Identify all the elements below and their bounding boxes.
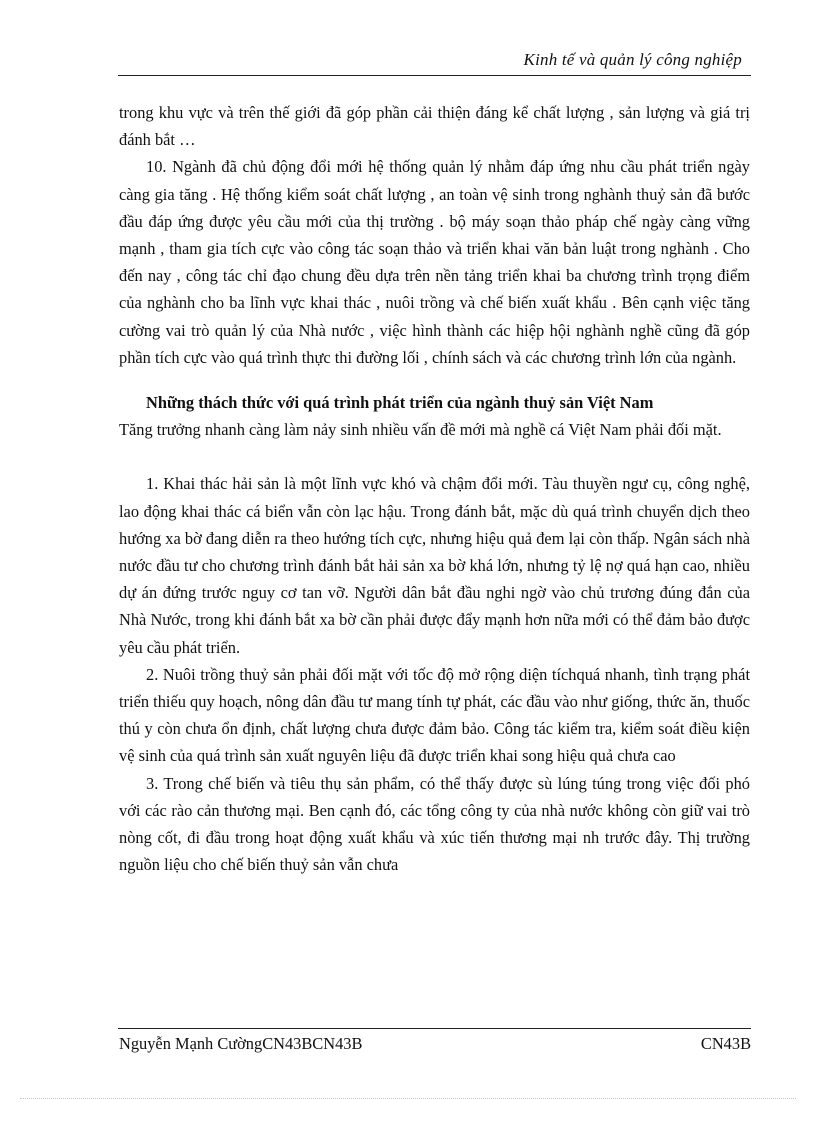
paragraph-3: 3. Trong chế biến và tiêu thụ sản phẩm, có thể thấy được sù lúng túng trong việc đối phó với các rào cản thương mại. Ben cạnh đó, các tổng công ty của nhà nước không còn giữ vai trò nòng cốt, đi đầu trong hoạt động xuất khẩu và xúc tiến thương mại nh trước đây. Thị trường nguồn liệu cho chế biến thuỷ sản vẫn chưa bbox=[119, 773, 750, 875]
paragraph-10: 10. Ngành đã chủ động đổi mới hệ thống quản lý nhằm đáp ứng nhu cầu phát triển ngày càng gia tăng . Hệ thống kiểm soát chất lượng , an toàn vệ sinh trong nghành thuỷ sản đã bước đầu đáp ứng được yêu cầu mới của thị trường . bộ máy soạn thảo pháp chế ngày càng vững mạnh , tham gia tích cực vào công tác soạn thảo và triển khai văn bản luật trong nghành . Cho đến nay , công tác chỉ đạo chung đều dựa trên nền tảng triển khai ba chương trình trọng điểm của nghành cho ba lĩnh vực khai thác , nuôi trồng và chế biến xuất khẩu . Bên cạnh việc tăng cường vai trò quản lý của Nhà nước , việc hình thành các hiệp hội nghành nghề cũng đã góp phần tích cực vào quá trình thực thi đường lối , chính sách và các chương trình lớn của ngành. bbox=[119, 157, 750, 367]
footer-author: Nguyễn Mạnh CườngCN43BCN43B bbox=[119, 1034, 363, 1053]
page-edge-dotted-line bbox=[20, 1098, 796, 1099]
paragraph-2: 2. Nuôi trồng thuỷ sản phải đối mặt với tốc độ mở rộng diện tíchquá nhanh, tình trạng phát triển thiếu quy hoạch, nông dân đầu tư mang tính tự phát, các đầu vào như giống, thức ăn, thuốc thú y còn chưa ổn định, chất lượng chưa được đảm bảo. Công tác kiểm tra, kiểm soát điều kiện vệ sinh của quá trình sản xuất nguyên liệu đã được triển khai song hiệu quả chưa cao bbox=[119, 664, 750, 766]
section-heading: Những thách thức với quá trình phát triển của ngành thuỷ sản Việt Nam bbox=[146, 393, 654, 413]
document-body bbox=[119, 99, 750, 878]
paragraph-1: 1. Khai thác hải sản là một lĩnh vực khó và chậm đổi mới. Tàu thuyền ngư cụ, công nghệ, lao động khai thác cá biển vẫn còn lạc hậu. Trong đánh bắt, mặc dù quá trình chuyển dịch theo hướng xa bờ đang diễn ra theo hướng tích cực, nhưng hiệu quả đem lại còn thấp. Ngân sách nhà nước đầu tư cho chương trình đánh bắt hải sản xa bờ khá lớn, nhưng tỷ lệ nợ quá hạn cao, nhiều dự án đứng trước nguy cơ tan vỡ. Người dân bắt đầu nghi ngờ vào chủ trương đúng đắn của Nhà Nước, trong khi đánh bắt xa bờ cần phải được đẩy mạnh hơn nữa mới có thể đảm bảo được yêu cầu phát triển. bbox=[119, 474, 750, 657]
paragraph-gap bbox=[119, 443, 750, 470]
running-header-title: Kinh tế và quản lý công nghiệp bbox=[523, 50, 742, 69]
footer-rule bbox=[118, 1028, 751, 1029]
header-rule bbox=[118, 75, 751, 76]
paragraph-growth: Tăng trưởng nhanh càng làm nảy sinh nhiều vấn đề mới mà nghề cá Việt Nam phải đối mặt. bbox=[119, 420, 722, 440]
paragraph-intro: trong khu vực và trên thế giới đã góp phần cải thiện đáng kể chất lượng , sản lượng và giá trị đánh bắt … bbox=[119, 103, 750, 150]
footer-class-code: CN43B bbox=[700, 1034, 751, 1053]
